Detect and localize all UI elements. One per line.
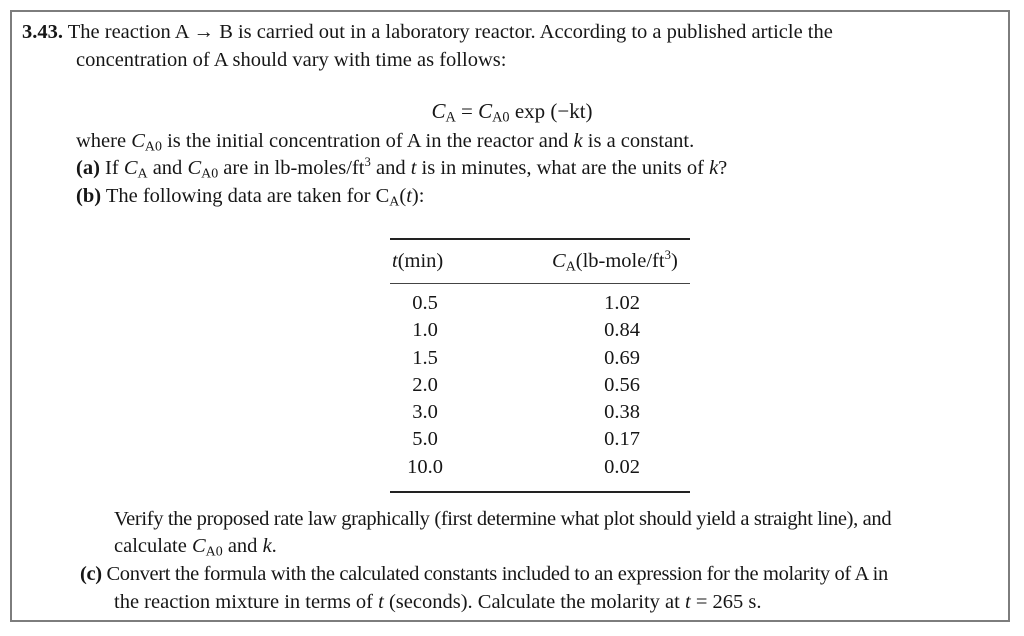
problem-number: 3.43. [22, 21, 63, 43]
table-header-time: t(min) [392, 250, 444, 272]
table-top-rule [390, 238, 690, 240]
table-row: 3.0 0.38 [412, 401, 640, 424]
table-bottom-rule [390, 491, 690, 493]
table-row: 0.5 1.02 [412, 292, 640, 314]
part-b-label: (b) [76, 185, 102, 207]
table-row: 2.0 0.56 [412, 373, 640, 396]
where-line: where $C_{A0}$ is the initial concentration of A in the reactor and k is a constant. [76, 130, 695, 155]
part-a: (a) If $C_A$ and $C_{A0}$ are in $lb-moles/ft^3$ and t is in minutes, what are the units of k? [76, 154, 728, 182]
part-c-line-2: the reaction mixture in terms of t (seconds). Calculate the molarity at t = 265 s. [114, 591, 762, 613]
table-header-concentration: $C_A(lb-mole/ft^3)$ [552, 247, 678, 275]
table-body [390, 292, 690, 483]
table-row: 1.5 0.69 [412, 346, 640, 369]
part-c-label: (c) [80, 563, 102, 585]
part-b: (b) The following data are taken for $C_A(t)$: [76, 185, 425, 210]
intro-line-2: concentration of A should vary with time as follows: [76, 49, 507, 71]
rate-equation: $C_A = C_{A0}$ exp (−kt) [431, 99, 593, 126]
table-row: 5.0 0.17 [412, 428, 640, 451]
table-header-rule [390, 283, 690, 284]
part-c-line-1: (c) Convert the formula with the calculated constants included to an expression for the molarity of A in [80, 563, 888, 585]
verify-line-2: calculate $C_{A0}$ and k. [114, 535, 277, 560]
part-a-label: (a) [76, 157, 100, 179]
table-row: 10.0 0.02 [407, 455, 640, 478]
verify-line-1: Verify the proposed rate law graphically (first determine what plot should yield a straight line), and [114, 508, 892, 530]
table-row: 1.0 0.84 [412, 319, 640, 342]
problem-frame [10, 10, 1010, 622]
intro-line-1: 3.43. The reaction A → B is carried out in a laboratory reactor. According to a published article the [22, 21, 833, 43]
